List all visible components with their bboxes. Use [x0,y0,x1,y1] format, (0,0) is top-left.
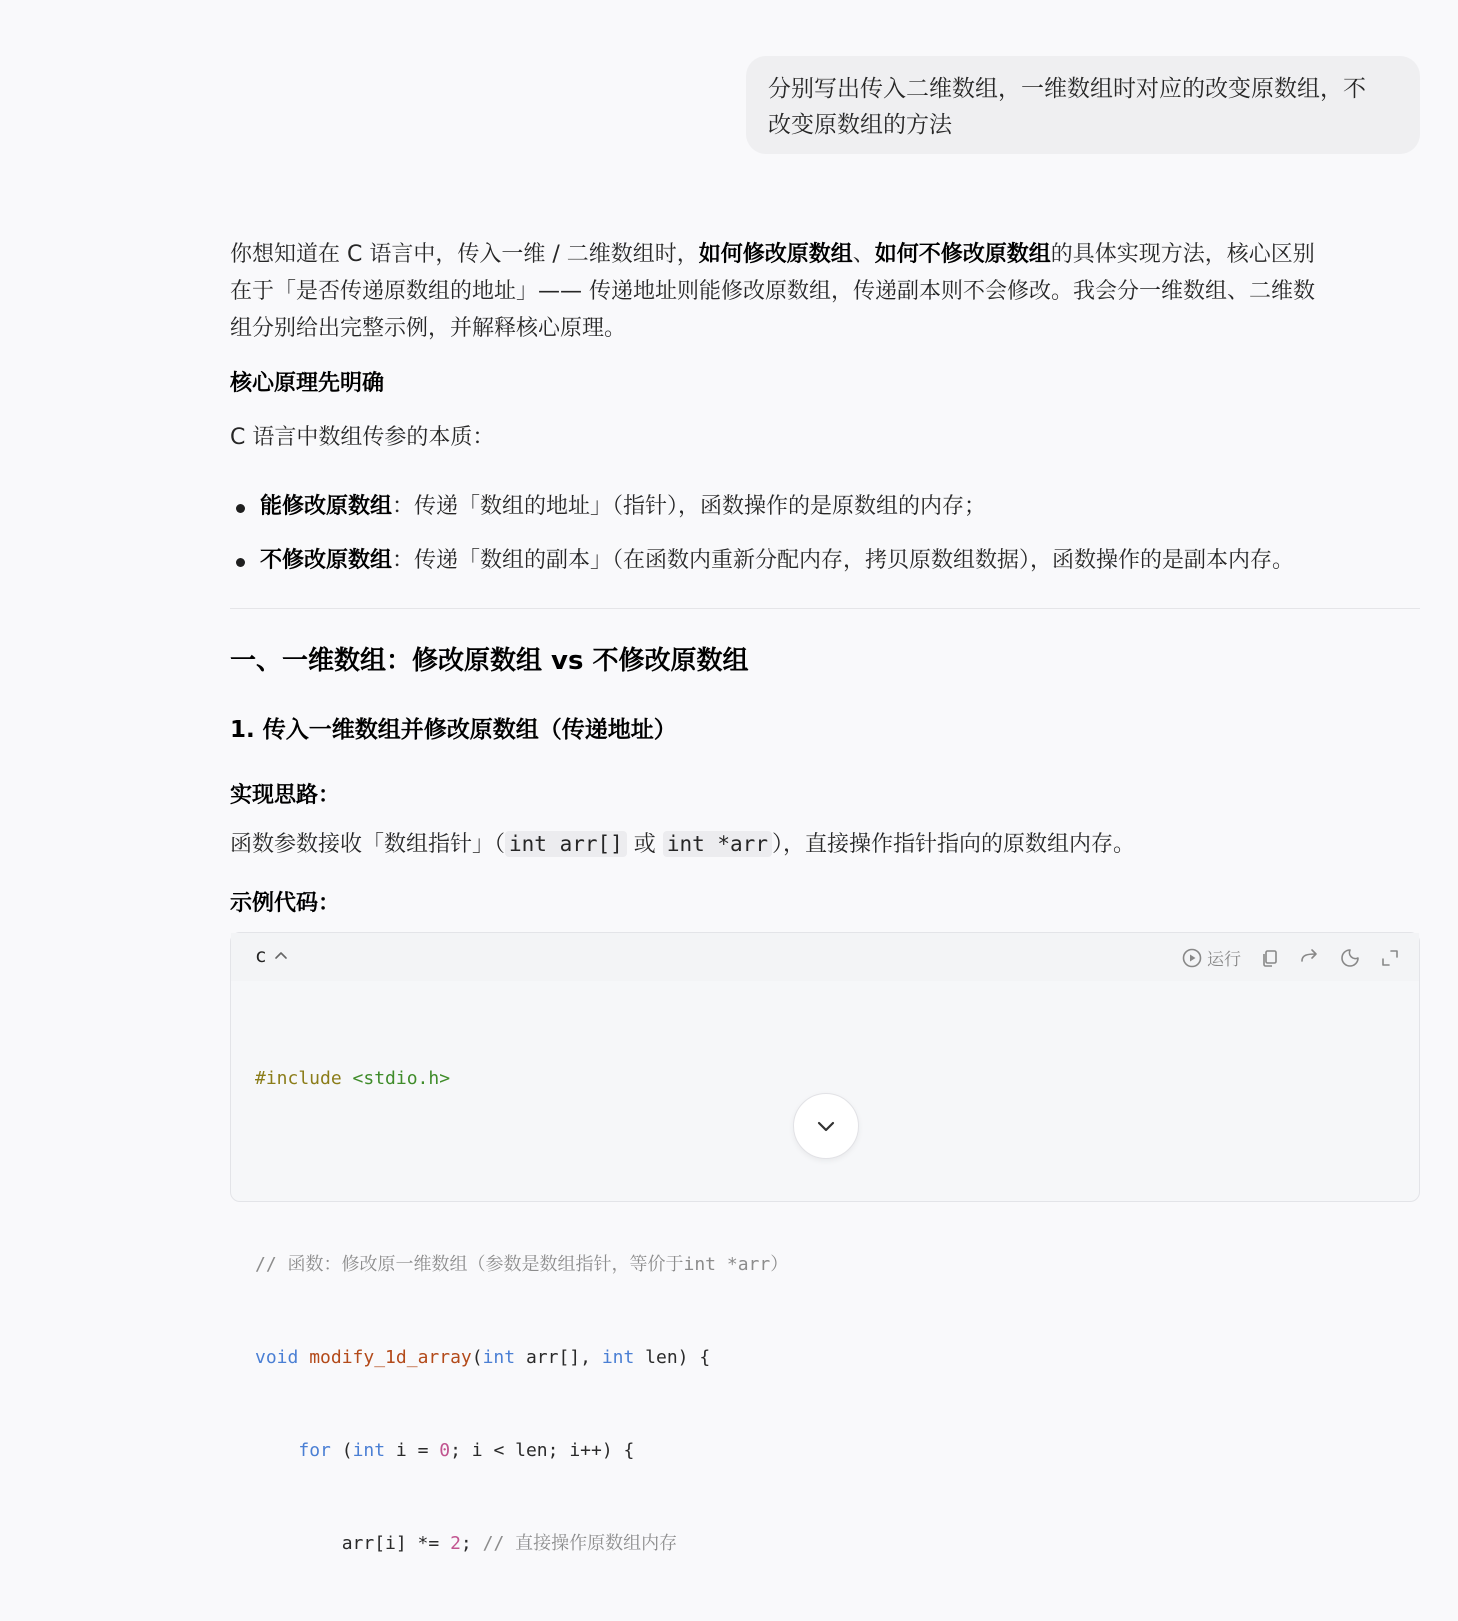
idea-text: 函数参数接收「数组指针」（ int arr[] 或 int *arr ），直接操作指针指向的原数组内存。 [230,832,1135,857]
core-principle-heading: 核心原理先明确 [230,371,385,396]
intro-line-3: 组分别给出完整示例，并解释核心原理。 [230,316,627,341]
inline-code: int *arr [663,831,772,857]
code-block [230,932,1420,1554]
code-line [255,1156,1395,1187]
intro-line-1: 你想知道在 C 语言中，传入一维 / 二维数组时，如何修改原数组、如何不修改原数组的具体实现方法，核心区别 [230,242,1315,267]
code-line: arr[i] *= 2; // 直接操作原数组内存 [341,1533,678,1554]
scroll-to-bottom-button[interactable] [793,1093,859,1159]
wrap-button[interactable] [1299,947,1321,969]
chevron-down-icon [812,1112,840,1140]
list-item: 不修改原数组：传递「数组的副本」（在函数内重新分配内存，拷贝原数组数据），函数操作的是副本内存。 [230,544,1430,598]
intro-line-2: 在于「是否传递原数组的地址」—— 传递地址则能修改原数组，传递副本则不会修改。我会分一维数组、二维数 [230,279,1315,304]
moon-icon [1339,947,1361,969]
run-button[interactable] [1181,945,1241,970]
assistant-answer-intro [230,236,1420,347]
code-language-label: c [255,945,267,967]
play-circle-icon [1181,947,1203,969]
code-toolbar [1181,945,1401,970]
expand-icon [1379,947,1401,969]
run-label: 运行 [1207,950,1241,970]
copy-button[interactable] [1259,947,1281,969]
chevron-up-icon [272,947,290,965]
user-message-line-2: 改变原数组的方法 [768,112,952,138]
core-principle-list [230,490,1430,598]
core-principle-lead: C 语言中数组传参的本质： [230,425,495,450]
section-1-subheading: 1. 传入一维数组并修改原数组（传递地址） [230,717,677,743]
idea-heading: 实现思路： [230,783,341,808]
copy-icon [1259,947,1281,969]
list-item: 能修改原数组：传递「数组的地址」（指针），函数操作的是原数组的内存； [230,490,1430,544]
expand-button[interactable] [1379,947,1401,969]
code-line: #include <stdio.h> [255,1068,451,1089]
bold-not-modify: 如何不修改原数组 [874,242,1051,267]
code-block-header [231,933,1419,981]
bullet-dot [236,558,245,567]
code-line: void modify_1d_array(int arr[], int len) { [255,1347,711,1368]
section-1-heading: 一、一维数组：修改原数组 vs 不修改原数组 [230,646,749,676]
example-heading: 示例代码： [230,891,341,916]
user-message-line-1: 分别写出传入二维数组，一维数组时对应的改变原数组，不 [768,76,1366,102]
wrap-icon [1299,947,1321,969]
code-body [231,981,1419,1621]
bold-modify: 如何修改原数组 [698,242,853,267]
theme-button[interactable] [1339,947,1361,969]
inline-code: int arr[] [505,831,627,857]
section-divider [230,608,1420,609]
code-line: for (int i = 0; i < len; i++) { [298,1440,635,1461]
code-language-toggle[interactable] [255,945,290,967]
code-line: // 函数：修改原一维数组（参数是数组指针，等价于int *arr） [255,1254,789,1275]
user-message-bubble [746,56,1420,154]
bullet-dot [236,504,245,513]
